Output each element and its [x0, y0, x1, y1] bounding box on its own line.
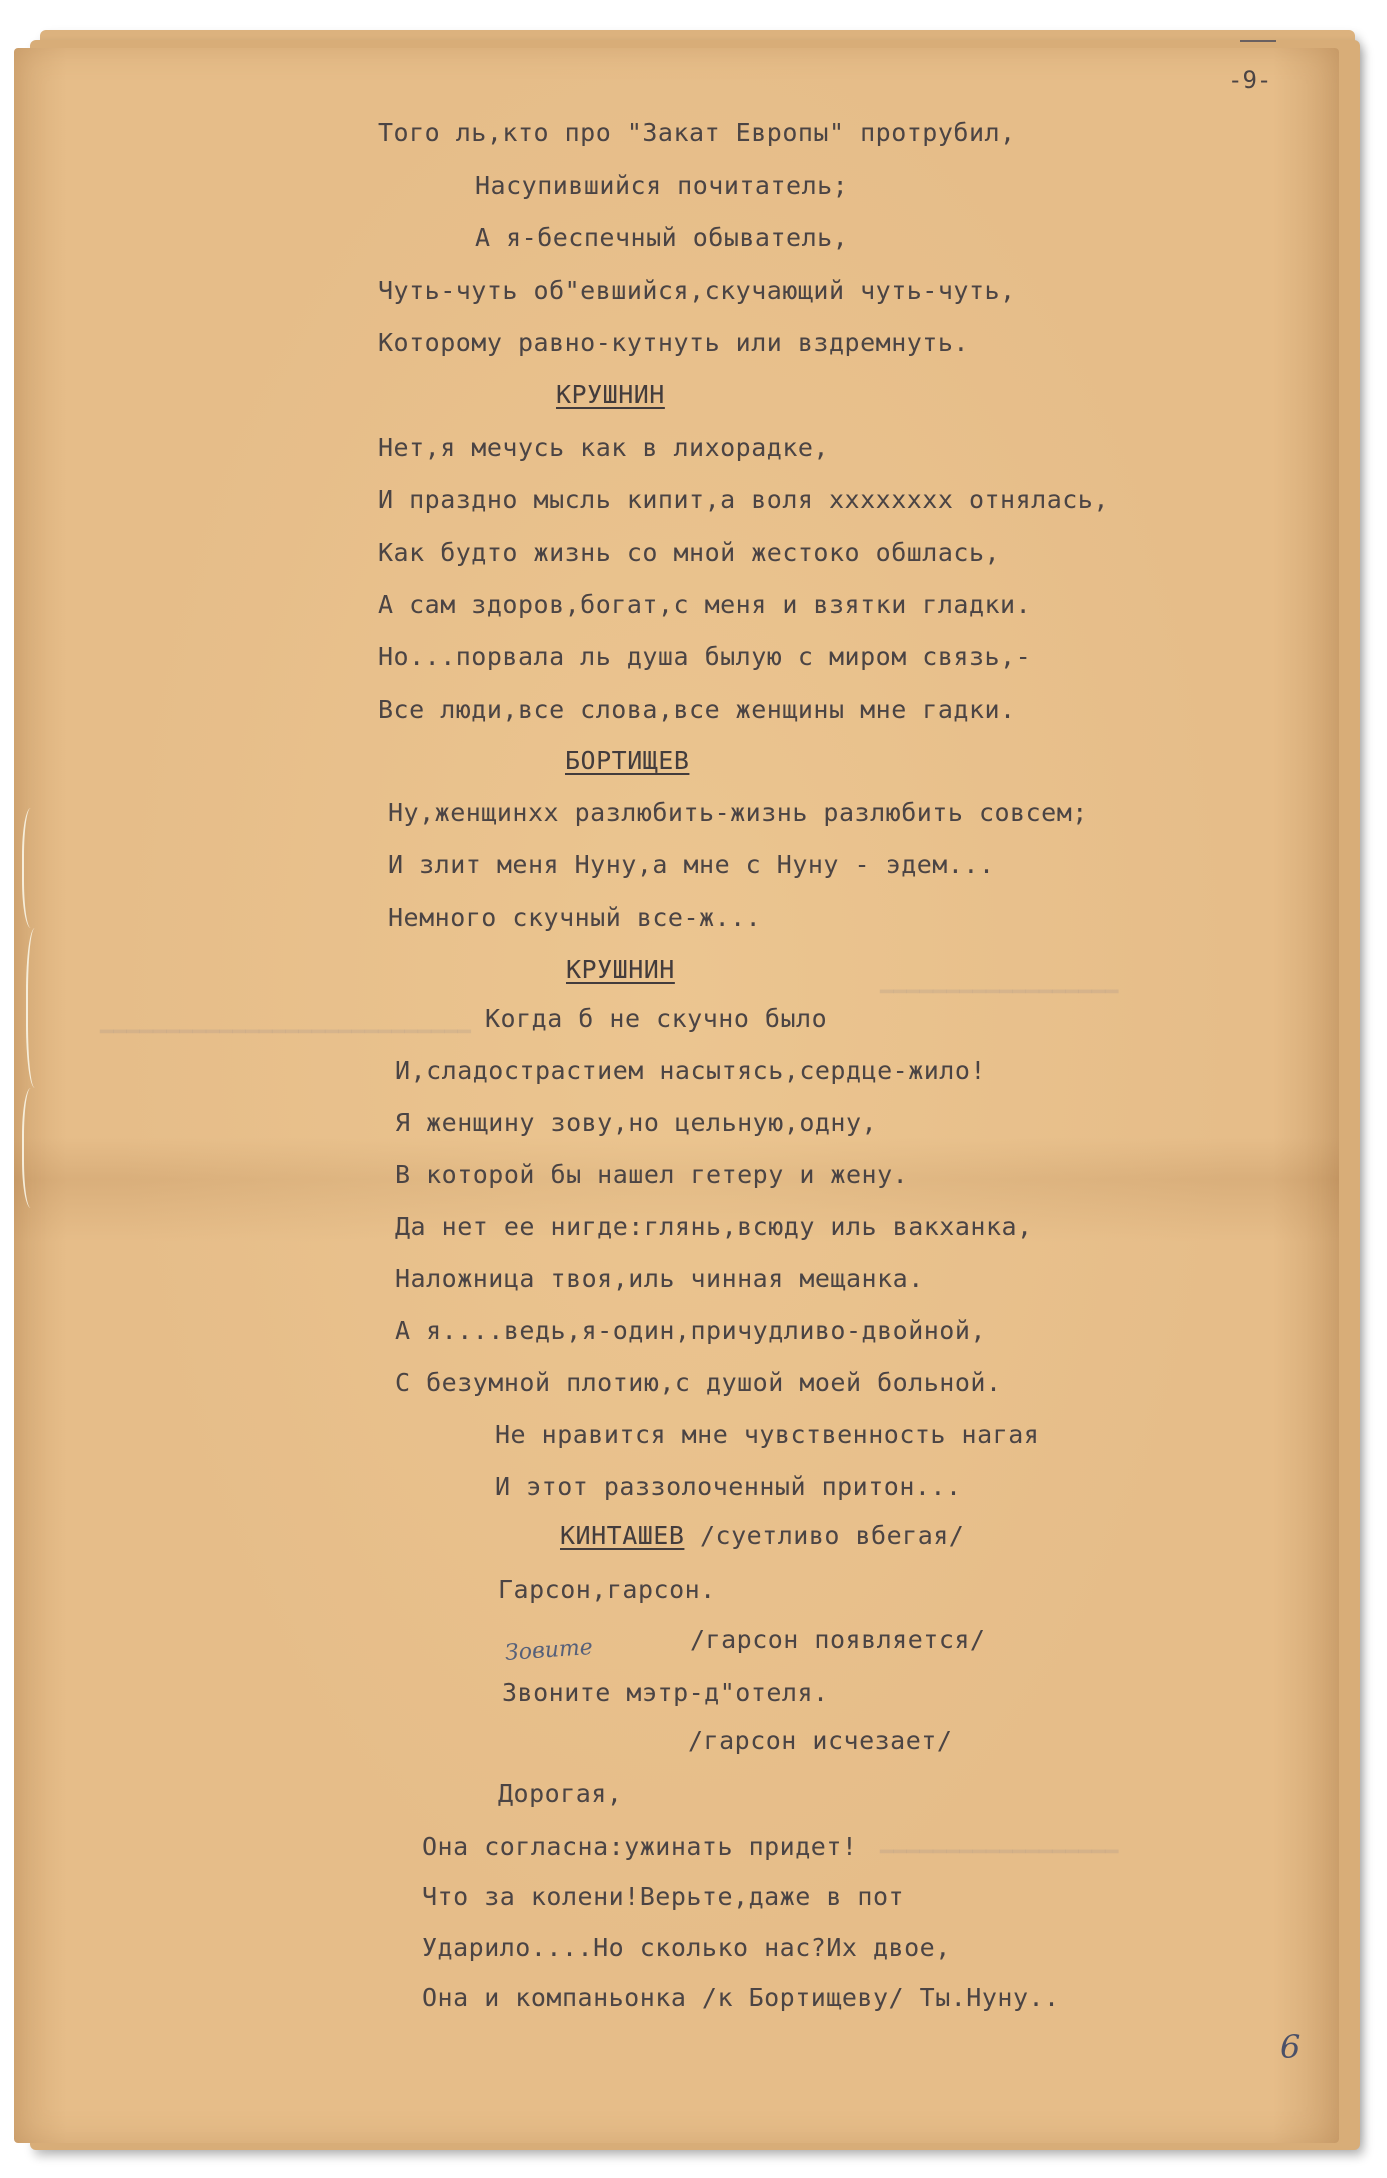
- binding-thread: [22, 1088, 44, 1208]
- text-line: Все люди,все слова,все женщины мне гадки.: [378, 695, 1016, 724]
- bleed-through: ━━━━━━━━━━━━━━━━━━: [880, 980, 1119, 1005]
- bleed-through: ━━━━━━━━━━━━━━━━━━: [880, 1840, 1119, 1865]
- text-line: И злит меня Нуну,а мне с Нуну - эдем...: [388, 850, 995, 879]
- text-line: Что за колени!Верьте,даже в пот: [422, 1882, 905, 1911]
- text-line: Звоните мэтр-д"отеля.: [502, 1678, 829, 1707]
- text-line: Но...порвала ль душа былую с миром связь,-: [378, 642, 1032, 671]
- text-line: Насупившийся почитатель;: [475, 171, 849, 200]
- handwritten-note: Зовите: [504, 1634, 594, 1667]
- text-line: А я....ведь,я-один,причудливо-двойной,: [395, 1316, 986, 1345]
- text-line: А сам здоров,богат,с меня и взятки гладки.: [378, 590, 1032, 619]
- page-number-rule: [1240, 40, 1276, 42]
- text-line: И праздно мысль кипит,а воля xxxxxxxx отнялась,: [378, 485, 1109, 514]
- document-page: [14, 48, 1339, 2143]
- text-line: Не нравится мне чувственность нагая: [495, 1420, 1040, 1449]
- page-number: -9-: [1228, 66, 1272, 94]
- speaker-name: КРУШНИН: [556, 380, 665, 409]
- text-line: Наложница твоя,иль чинная мещанка.: [395, 1264, 924, 1293]
- text-line: В которой бы нашел гетеру и жену.: [395, 1160, 909, 1189]
- margin-number: 6: [1280, 2028, 1301, 2066]
- text-line: Гарсон,гарсон.: [498, 1575, 716, 1604]
- text-line: Она и компаньонка /к Бортищеву/ Ты.Нуну..: [422, 1983, 1060, 2012]
- speaker-name: КРУШНИН: [566, 955, 675, 984]
- text-line: Я женщину зову,но цельную,одну,: [395, 1108, 878, 1137]
- text-line: Ударило....Но сколько нас?Их двое,: [422, 1933, 951, 1962]
- text-line: Дорогая,: [498, 1779, 623, 1808]
- stage-direction: /гарсон появляется/: [690, 1625, 986, 1654]
- text-line: Когда б не скучно было: [485, 1004, 828, 1033]
- text-line: Которому равно-кутнуть или вздремнуть.: [378, 328, 969, 357]
- text-line: Да нет ее нигде:глянь,всюду иль вакханка,: [395, 1212, 1033, 1241]
- text-line: С безумной плотию,с душой моей больной.: [395, 1368, 1002, 1397]
- speaker-line: [560, 1521, 964, 1551]
- text-line: Чуть-чуть об"евшийся,скучающий чуть-чуть,: [378, 276, 1016, 305]
- text-line: Как будто жизнь со мной жестоко обшлась,: [378, 538, 1001, 567]
- text-line: И этот раззолоченный притон...: [495, 1472, 962, 1501]
- text-line: Немного скучный все-ж...: [388, 903, 762, 932]
- speaker-name: КИНТАШЕВ: [560, 1521, 685, 1550]
- speaker-name: БОРТИЩЕВ: [565, 746, 690, 775]
- binding-thread: [22, 808, 44, 928]
- text-line: Она согласна:ужинать придет!: [422, 1832, 858, 1861]
- stage-direction: /суетливо вбегая/: [684, 1521, 965, 1550]
- text-line: Того ль,кто про "Закат Европы" протрубил,: [378, 118, 1016, 147]
- text-line: Ну,женщинxx разлюбить-жизнь разлюбить совсем;: [388, 798, 1088, 827]
- text-line: А я-беспечный обыватель,: [475, 223, 849, 252]
- text-line: Нет,я мечусь как в лихорадке,: [378, 433, 829, 462]
- binding-thread: [26, 928, 48, 1088]
- bleed-through: ━━━━━━━━━━━━━━━━━━━━━━━━━━━━: [100, 1020, 471, 1045]
- stage-direction: /гарсон исчезает/: [688, 1726, 953, 1755]
- text-line: И,сладострастием насытясь,сердце-жило!: [395, 1056, 986, 1085]
